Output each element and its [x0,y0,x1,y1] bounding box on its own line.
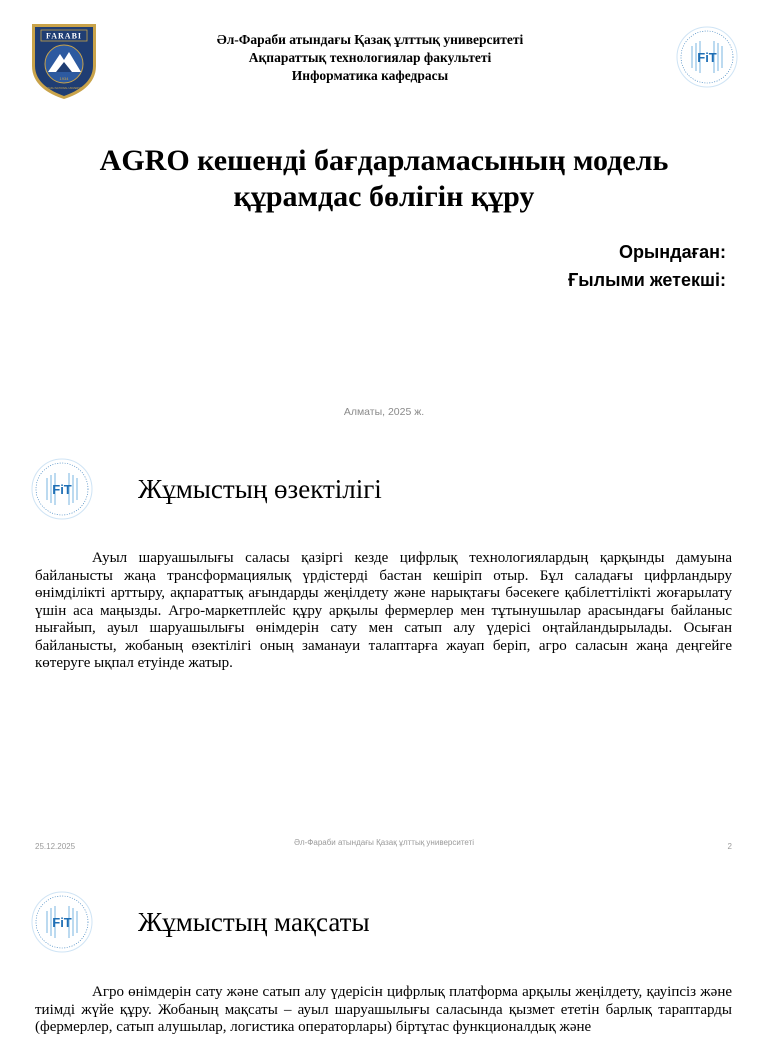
city-year: Алматы, 2025 ж. [343,406,425,418]
farabi-logo-subtext: KAZAKH NATIONAL UNIVERSITY [43,87,85,90]
fit-logo [676,26,738,88]
relevance-heading: Жұмыстың өзектілігі [138,474,382,504]
footer-page-number: 2 [727,842,732,851]
fit-logo [31,891,93,953]
footer-date: 25.12.2025 [35,842,76,851]
fit-logo-text: FiT [697,50,717,65]
institution-header [160,31,580,85]
goal-paragraph: Агро өнімдерін сату және сатып алу үдерісін цифрлық платформа арқылы жеңілдету, қауіпсіз және тиімді жүйе құру. Жобаның мақсаты – ауыл шаруашылығы саласында қызмет ететін барлық тараптарды (фермерлер, сатып алушылар, логистика операторлары) біртұтас функционалдық және [35,984,732,1035]
title-line-1: AGRO кешенді бағдарламасының модель [99,144,669,177]
farabi-logo-year: 1934 [59,76,69,81]
fit-logo [31,458,93,520]
fit-logo-text: FiT [52,915,72,930]
title-line-2: құрамдас бөлігін құру [233,180,535,213]
slide-relevance [0,432,768,864]
supervisor-label: Ғылыми жетекші: [568,270,726,290]
relevance-paragraph: Ауыл шаруашылығы саласы қазіргі кезде цифрлық технологиялардың қарқынды дамуына байланысты жаңа трансформациялық үрдістерді бастан кешіріп отыр. Бұл саладағы цифрландыру өнімділікті арттыру, ақпараттық ағындарды жеңілдету және нарықтағы бәсекеге қабілеттілікті жоғарылату үшін аса маңызды. Агро-маркетплейс құру арқылы фермерлер мен тұтынушылар арасындағы байланыс нығайып, ауыл шаруашылығы өнімдерін сату мен сатып алу үдерісі оңтайландырылады. Осыған байланысты, жобаның өзектілігі оның заманауи талаптарға жауап беріп, агро саласын жаңа деңгейге көтеруге ықпал етуінде жатыр. [35,550,732,671]
farabi-university-logo [28,22,100,100]
university-name: Әл-Фараби атындағы Қазақ ұлттық университеті [216,32,524,47]
performer-label: Орындаған: [618,242,726,262]
goal-heading: Жұмыстың мақсаты [138,907,370,937]
department-name: Информатика кафедрасы [291,68,449,83]
slide-goal [0,864,768,1035]
presentation-title [40,143,728,215]
fit-logo-text: FiT [52,482,72,497]
farabi-logo-text: FARABI [45,31,83,41]
footer-university: Әл-Фараби атындағы Қазақ ұлттық университеті [293,838,475,847]
faculty-name: Ақпараттық технологиялар факультеті [248,50,492,65]
slide-title [0,0,768,432]
